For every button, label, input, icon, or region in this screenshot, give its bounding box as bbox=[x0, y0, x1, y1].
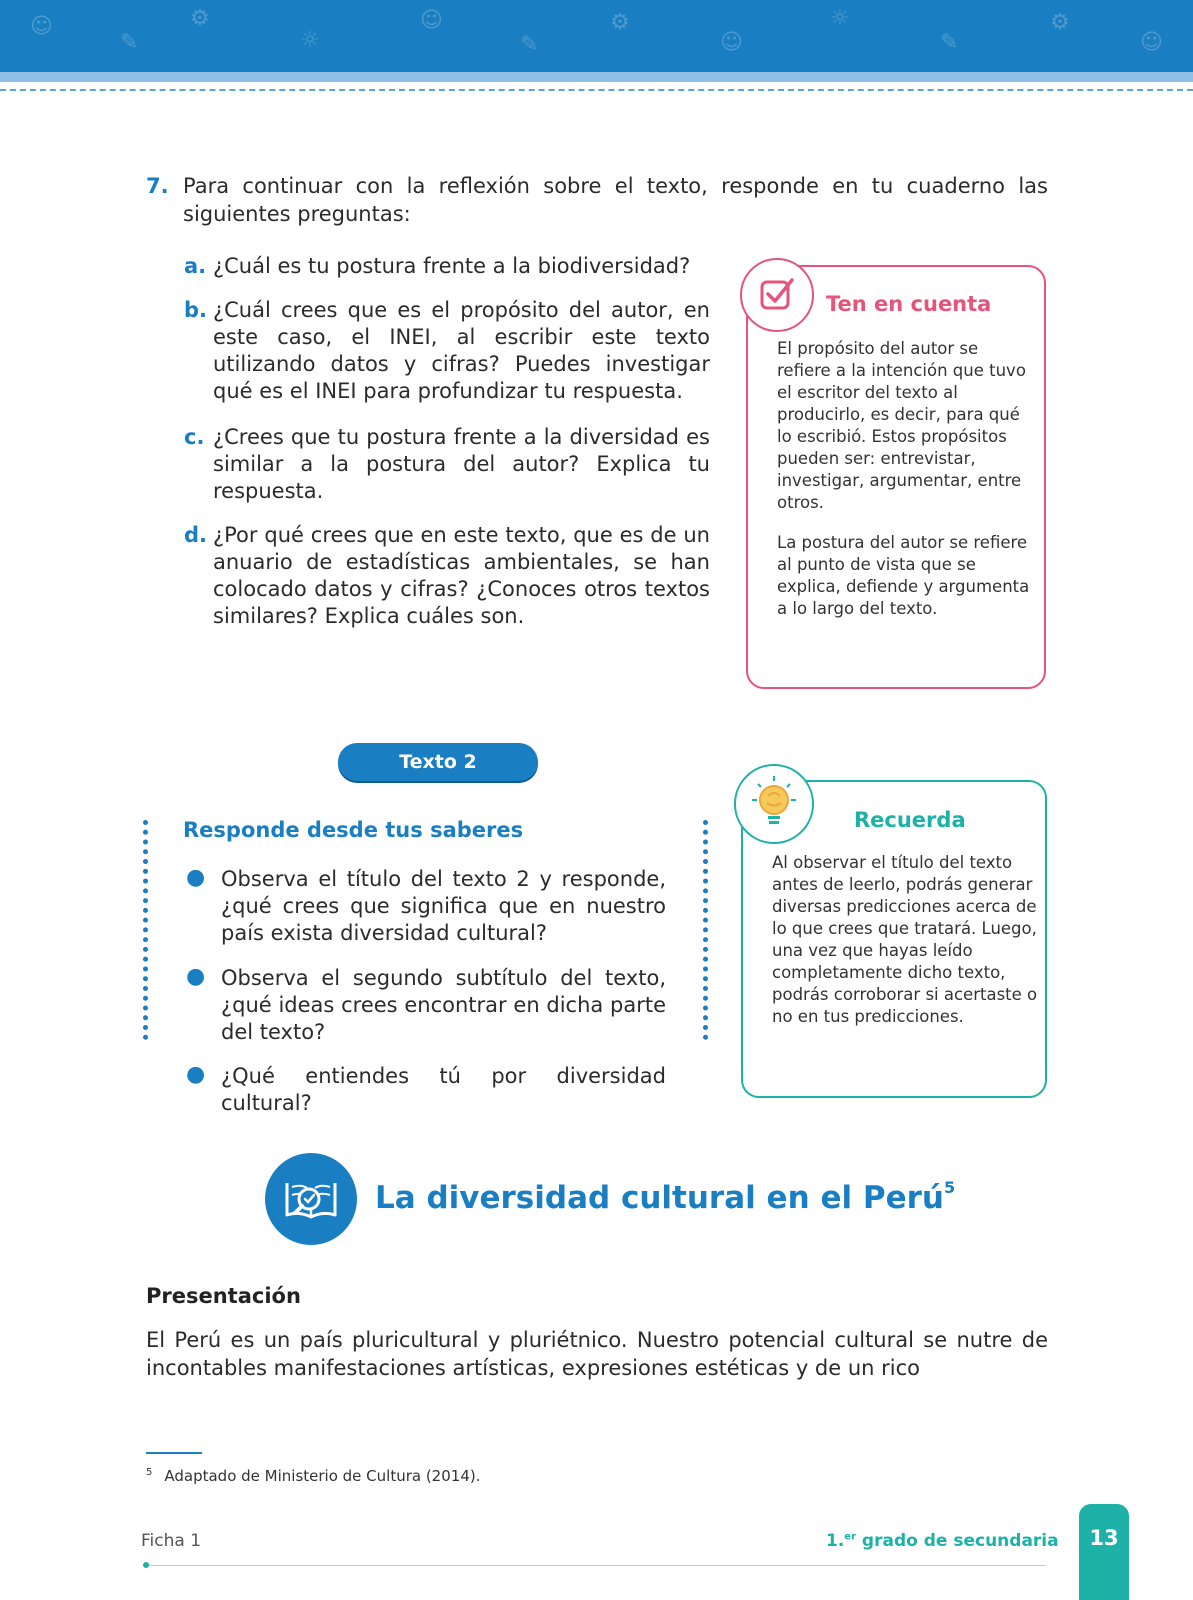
sub-question-letter: c. bbox=[184, 425, 205, 449]
ten-en-cuenta-paragraph-1: El propósito del autor se refiere a la intención que tuvo el escritor del texto al producirlo, es decir, para qué lo escribió. Estos propósitos pueden ser: entrevistar, investigar, argumentar, entre otros. bbox=[777, 339, 1026, 512]
bullet-icon: ● bbox=[186, 865, 206, 890]
doodle-icon: ☼ bbox=[830, 6, 850, 31]
doodle-icon: ✎ bbox=[120, 30, 139, 55]
recuerda-title: Recuerda bbox=[854, 808, 966, 832]
header-strip bbox=[0, 72, 1193, 82]
doodle-icon: ⚙ bbox=[190, 6, 210, 31]
recuerda-text: Al observar el título del texto antes de leerlo, podrás generar diversas predicciones acerca de lo que crees que tratará. Luego, una vez que hayas leído completamente dicho texto, podrás corroborar si acertaste o no en tus predicciones. bbox=[772, 853, 1038, 1026]
doodle-icon: ☼ bbox=[300, 28, 320, 53]
brain-lightbulb-icon bbox=[734, 764, 814, 844]
doodle-icon: ⚙ bbox=[1050, 10, 1070, 35]
doodle-icon: ☺ bbox=[30, 14, 53, 39]
sub-question-text: ¿Cuál crees que es el propósito del autor, en este caso, el INEI, al escribir este texto utilizando datos y cifras? Puedes investigar qué es el INEI para profundizar tu respuesta. bbox=[213, 298, 710, 403]
sub-question-text: ¿Cuál es tu postura frente a la biodiversidad? bbox=[213, 254, 691, 278]
sub-question-text: ¿Crees que tu postura frente a la diversidad es similar a la postura del autor? Explica tu respuesta. bbox=[213, 425, 710, 503]
texto-2-label: Texto 2 bbox=[338, 743, 538, 781]
section-title bbox=[375, 1180, 955, 1216]
sub-question-c bbox=[184, 424, 710, 505]
footnote-mark: 5 bbox=[146, 1467, 153, 1478]
sub-question-a bbox=[184, 253, 710, 280]
sub-question-letter: d. bbox=[184, 523, 208, 547]
bullet-item-3 bbox=[186, 1063, 666, 1117]
question-7 bbox=[146, 172, 1048, 228]
sub-question-text: ¿Por qué crees que en este texto, que es de un anuario de estadísticas ambientales, se han colocado datos y cifras? ¿Conoces otros textos similares? Explica cuáles son. bbox=[213, 523, 710, 628]
footnote bbox=[146, 1467, 480, 1485]
grade-text: grado de secundaria bbox=[856, 1531, 1059, 1551]
question-text: Para continuar con la reflexión sobre el texto, responde en tu cuaderno las siguientes preguntas: bbox=[183, 174, 1048, 226]
sub-question-b bbox=[184, 297, 710, 405]
doodle-icon: ☺ bbox=[420, 8, 443, 33]
footer-dot bbox=[143, 1562, 149, 1568]
responde-title: Responde desde tus saberes bbox=[183, 818, 524, 842]
sub-question-letter: a. bbox=[184, 254, 207, 278]
grade-ordinal: er bbox=[844, 1531, 857, 1543]
bullet-text: Observa el título del texto 2 y responde, ¿qué crees que significa que en nuestro país exista diversidad cultural? bbox=[221, 867, 666, 945]
footnote-ref: 5 bbox=[944, 1178, 956, 1197]
footnote-divider bbox=[146, 1452, 202, 1454]
doodle-icon: ✎ bbox=[520, 32, 539, 57]
footer-divider bbox=[146, 1565, 1046, 1566]
bullet-text: ¿Qué entiendes tú por diversidad cultural? bbox=[221, 1064, 666, 1115]
footer-ficha: Ficha 1 bbox=[141, 1531, 202, 1551]
ten-en-cuenta-title: Ten en cuenta bbox=[826, 292, 992, 316]
footnote-text: Adaptado de Ministerio de Cultura (2014). bbox=[164, 1467, 481, 1485]
open-book-icon bbox=[265, 1153, 357, 1245]
ten-en-cuenta-text bbox=[777, 338, 1033, 620]
doodle-icon: ✎ bbox=[940, 30, 959, 55]
doodle-icon: ☺ bbox=[720, 30, 743, 55]
bullet-icon: ● bbox=[186, 1062, 206, 1087]
grade-number: 1. bbox=[826, 1531, 845, 1551]
page-number: 13 bbox=[1079, 1504, 1129, 1600]
bullet-item-2 bbox=[186, 965, 666, 1046]
footer-grade bbox=[826, 1531, 1059, 1551]
dotted-divider-left bbox=[143, 820, 152, 1040]
presentacion-text: El Perú es un país pluricultural y pluriétnico. Nuestro potencial cultural se nutre de incontables manifestaciones artísticas, expresiones estéticas y de un rico bbox=[146, 1328, 1048, 1380]
doodle-icon: ⚙ bbox=[610, 10, 630, 35]
ten-en-cuenta-paragraph-2: La postura del autor se refiere al punto de vista que se explica, defiende y argumenta a lo largo del texto. bbox=[777, 533, 1030, 618]
presentacion-heading: Presentación bbox=[146, 1284, 301, 1308]
header-dashed-line bbox=[0, 89, 1193, 91]
dotted-divider-right bbox=[703, 820, 712, 1040]
sub-question-letter: b. bbox=[184, 298, 208, 322]
bullet-item-1 bbox=[186, 866, 666, 947]
question-number: 7. bbox=[146, 174, 169, 198]
doodle-icon: ☺ bbox=[1140, 30, 1163, 55]
sub-question-d bbox=[184, 522, 710, 630]
section-title-text: La diversidad cultural en el Perú bbox=[375, 1180, 944, 1216]
bullet-icon: ● bbox=[186, 964, 206, 989]
bullet-text: Observa el segundo subtítulo del texto, ¿qué ideas crees encontrar en dicha parte del texto? bbox=[221, 966, 666, 1044]
checkbox-icon bbox=[740, 258, 814, 332]
header-banner bbox=[0, 0, 1193, 72]
